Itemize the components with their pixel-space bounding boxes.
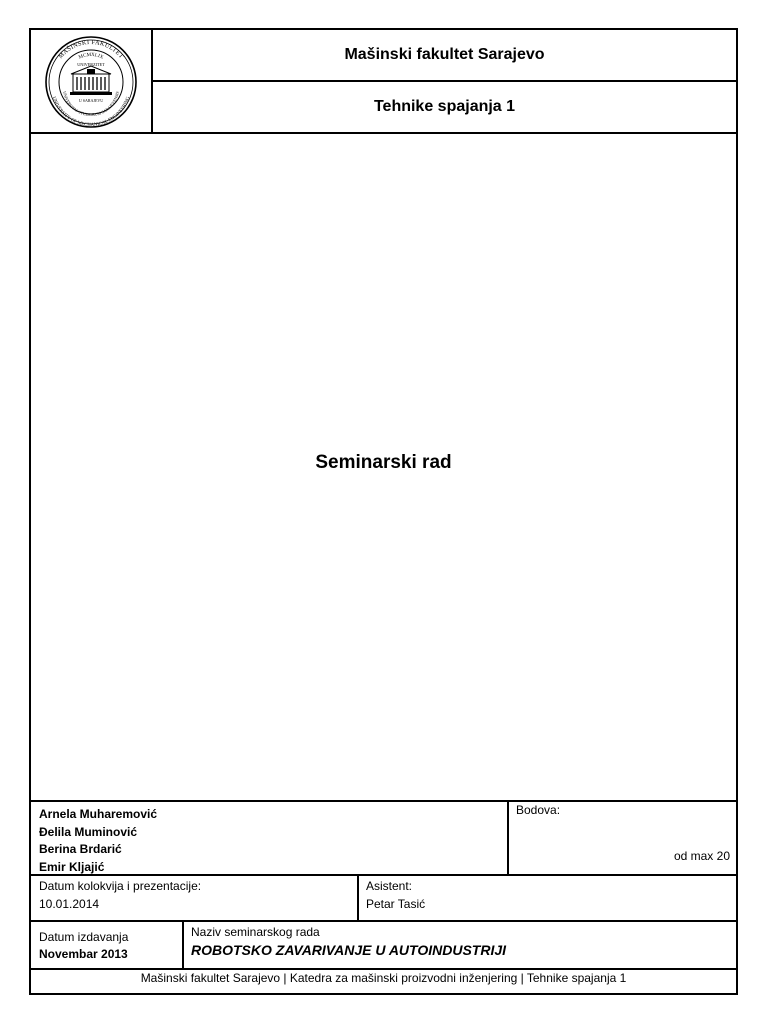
course-name: Tehnike spajanja 1 — [153, 82, 736, 134]
logo-cell — [31, 30, 153, 134]
author-name: Emir Kljajić — [39, 859, 105, 874]
university-seal-icon — [39, 36, 143, 128]
score-label: Bodova: — [516, 803, 561, 817]
assistant-name: Petar Tasić — [366, 897, 426, 911]
svg-text:UNIVERSITY OF MECHANICAL ENGIN: UNIVERSITY OF MECHANICAL ENGINEERING — [50, 96, 132, 128]
svg-text:MAŠINSKI FAKULTET: MAŠINSKI FAKULTET — [57, 38, 125, 61]
issue-row — [31, 920, 736, 968]
page-footer: Mašinski fakultet Sarajevo | Katedra za mašinski proizvodni inženjering | Tehnike spajanja 1 — [31, 968, 736, 993]
author-name: Arnela Muharemović — [39, 807, 158, 821]
issue-label: Datum izdavanja — [39, 930, 129, 944]
score-cell — [507, 802, 736, 874]
seminar-title: ROBOTSKO ZAVARIVANJE U AUTOINDUSTRIJI — [191, 942, 507, 958]
svg-text:UNIVERSITAS STUDIORUM SARAJEVE: UNIVERSITAS STUDIORUM SARAJEVENSIS — [62, 90, 120, 118]
seminar-title-cell — [182, 922, 736, 968]
assistant-label: Asistent: — [366, 879, 413, 893]
authors-list — [39, 806, 157, 876]
page-title: Seminarski rad — [315, 452, 452, 473]
colloquium-date: 10.01.2014 — [39, 897, 100, 911]
assistant-cell — [357, 876, 736, 920]
issue-date: Novembar 2013 — [39, 947, 128, 961]
faculty-name: Mašinski fakultet Sarajevo — [153, 30, 736, 82]
author-name: Berina Brdarić — [39, 842, 122, 856]
cover-page-frame — [29, 28, 738, 995]
author-name: Đelila Muminović — [39, 824, 138, 839]
colloquium-row — [31, 874, 736, 920]
score-max-label: od max 20 — [673, 849, 730, 863]
colloquium-label: Datum kolokvija i prezentacije: — [39, 879, 202, 893]
svg-text:UNIVERZITET: UNIVERZITET — [77, 62, 105, 67]
svg-text:MCMXLIX: MCMXLIX — [78, 52, 104, 61]
authors-row — [31, 800, 736, 874]
svg-text:U SARAJEVU: U SARAJEVU — [78, 98, 104, 103]
seminar-title-label: Naziv seminarskog rada — [191, 925, 320, 939]
